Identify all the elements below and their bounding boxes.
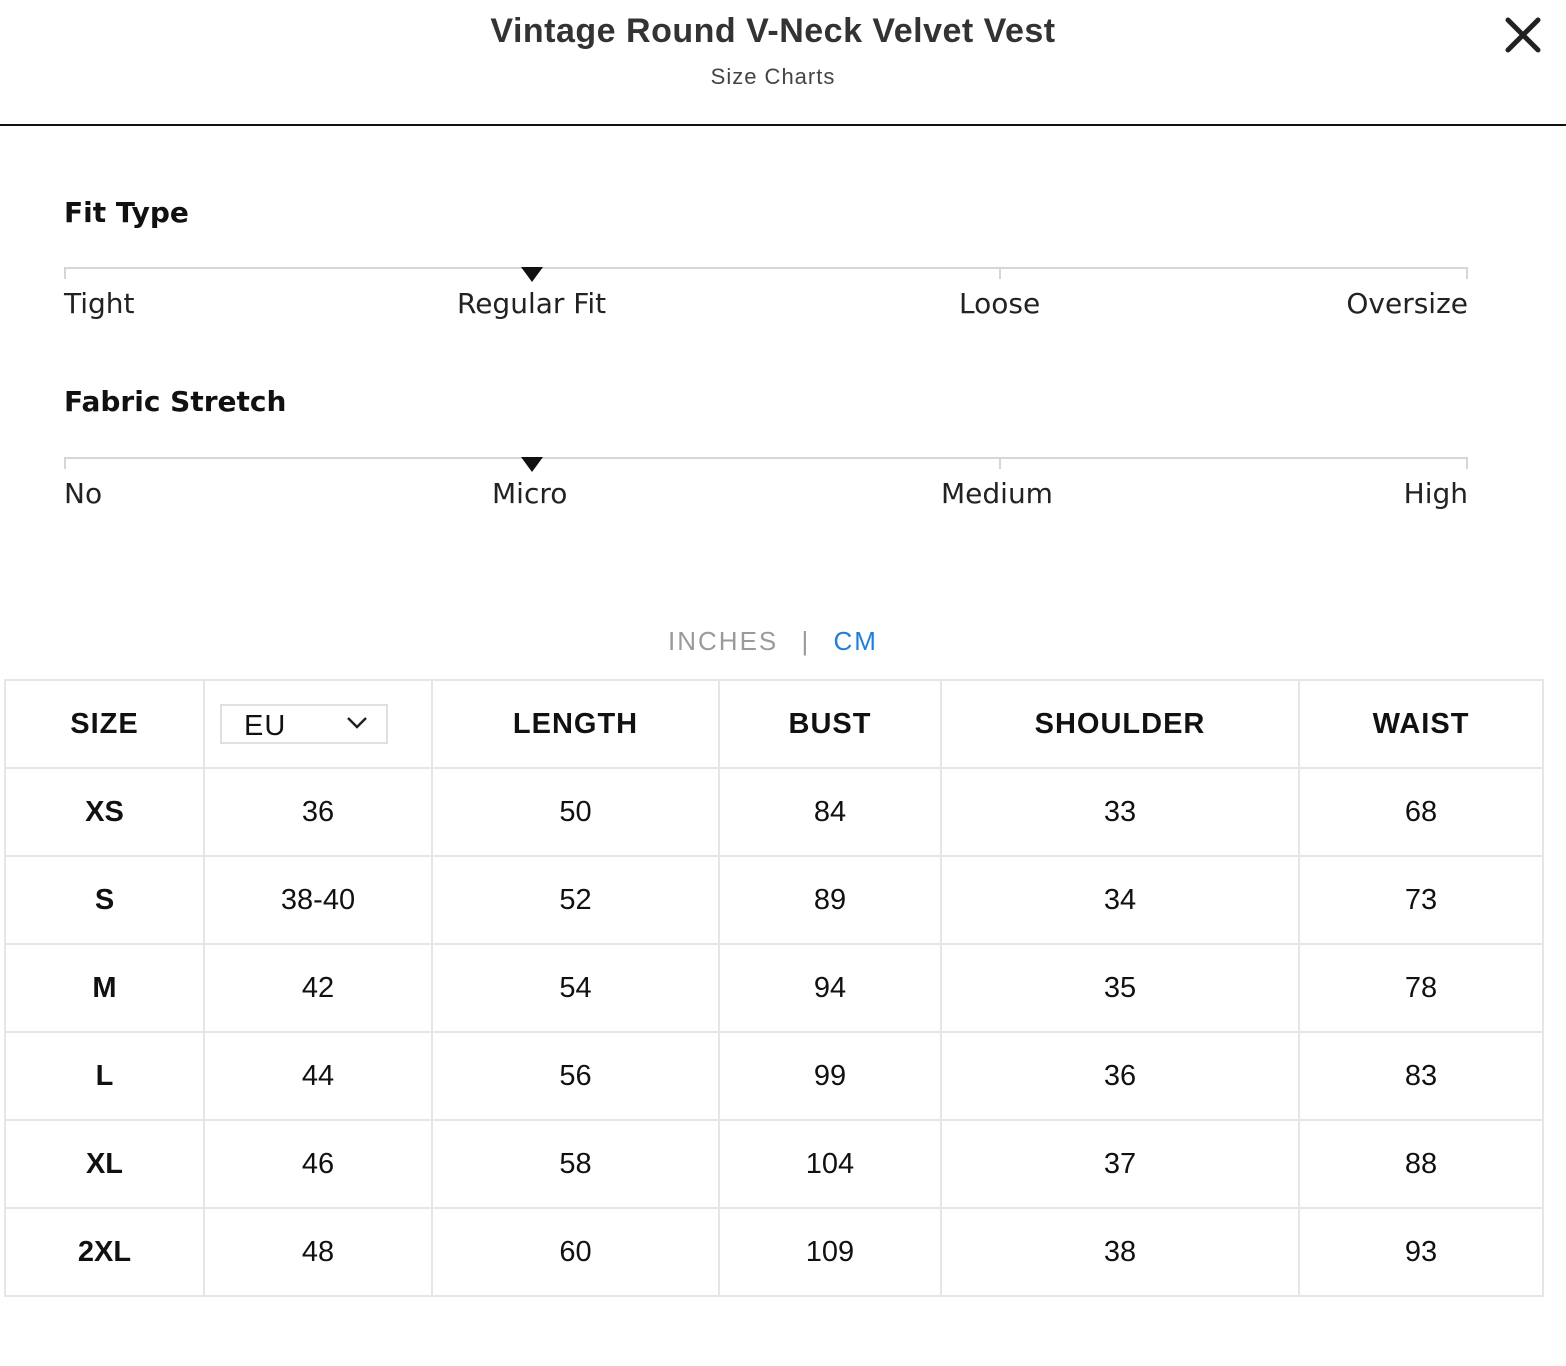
- scale-tick: [999, 457, 1001, 469]
- fit-option-tight: Tight: [64, 287, 135, 320]
- cell-waist: 88: [1299, 1120, 1543, 1208]
- fit-type-scale: [64, 267, 1468, 327]
- size-table: [4, 679, 1544, 1297]
- fit-option-regular: Regular Fit: [457, 287, 607, 320]
- scale-tick: [1466, 457, 1468, 469]
- table-row: [5, 768, 1543, 856]
- cell-waist: 93: [1299, 1208, 1543, 1296]
- chevron-down-icon: [346, 715, 368, 731]
- header-length: LENGTH: [432, 680, 719, 768]
- region-select[interactable]: [220, 704, 388, 744]
- scale-tick: [64, 267, 66, 279]
- cell-size: 2XL: [5, 1208, 204, 1296]
- cell-waist: 83: [1299, 1032, 1543, 1120]
- fit-option-loose: Loose: [959, 287, 1041, 320]
- cell-region: 46: [204, 1120, 432, 1208]
- cell-bust: 109: [719, 1208, 941, 1296]
- cell-length: 58: [432, 1120, 719, 1208]
- cell-length: 52: [432, 856, 719, 944]
- cell-length: 56: [432, 1032, 719, 1120]
- modal-header: [0, 0, 1566, 126]
- table-row: [5, 944, 1543, 1032]
- unit-inches-button[interactable]: INCHES: [668, 626, 779, 656]
- fit-option-oversize: Oversize: [1346, 287, 1468, 320]
- cell-shoulder: 36: [941, 1032, 1299, 1120]
- cell-waist: 78: [1299, 944, 1543, 1032]
- stretch-option-high: High: [1403, 477, 1468, 510]
- header-size: SIZE: [5, 680, 204, 768]
- cell-bust: 94: [719, 944, 941, 1032]
- scale-tick: [999, 267, 1001, 279]
- cell-region: 38-40: [204, 856, 432, 944]
- cell-bust: 99: [719, 1032, 941, 1120]
- close-icon: [1500, 12, 1546, 58]
- cell-size: S: [5, 856, 204, 944]
- cell-region: 42: [204, 944, 432, 1032]
- cell-waist: 68: [1299, 768, 1543, 856]
- cell-length: 54: [432, 944, 719, 1032]
- cell-bust: 89: [719, 856, 941, 944]
- unit-cm-button[interactable]: CM: [833, 626, 878, 656]
- region-select-value: EU: [244, 710, 287, 742]
- modal-subtitle: Size Charts: [710, 64, 836, 89]
- fit-type-track: [64, 267, 1468, 269]
- table-row: [5, 856, 1543, 944]
- fit-type-marker-icon: [521, 267, 543, 282]
- cell-region: 44: [204, 1032, 432, 1120]
- cell-waist: 73: [1299, 856, 1543, 944]
- fabric-stretch-track: [64, 457, 1468, 459]
- scale-tick: [64, 457, 66, 469]
- fabric-stretch-title: Fabric Stretch: [64, 385, 287, 418]
- cell-size: XS: [5, 768, 204, 856]
- cell-size: L: [5, 1032, 204, 1120]
- header-waist: WAIST: [1299, 680, 1543, 768]
- cell-bust: 84: [719, 768, 941, 856]
- stretch-option-no: No: [64, 477, 103, 510]
- fabric-stretch-scale: [64, 457, 1468, 517]
- table-row: [5, 1032, 1543, 1120]
- close-button[interactable]: [1500, 12, 1546, 58]
- stretch-option-micro: Micro: [492, 477, 568, 510]
- cell-shoulder: 33: [941, 768, 1299, 856]
- header-region: [204, 680, 432, 768]
- header-bust: BUST: [719, 680, 941, 768]
- cell-shoulder: 34: [941, 856, 1299, 944]
- cell-shoulder: 38: [941, 1208, 1299, 1296]
- cell-size: XL: [5, 1120, 204, 1208]
- table-row: [5, 1120, 1543, 1208]
- product-title: Vintage Round V-Neck Velvet Vest: [490, 12, 1056, 50]
- scale-tick: [1466, 267, 1468, 279]
- cell-region: 36: [204, 768, 432, 856]
- cell-bust: 104: [719, 1120, 941, 1208]
- fabric-stretch-marker-icon: [521, 457, 543, 472]
- cell-size: M: [5, 944, 204, 1032]
- stretch-option-medium: Medium: [941, 477, 1053, 510]
- cell-region: 48: [204, 1208, 432, 1296]
- table-row: [5, 1208, 1543, 1296]
- cell-shoulder: 35: [941, 944, 1299, 1032]
- header-shoulder: SHOULDER: [941, 680, 1299, 768]
- cell-length: 60: [432, 1208, 719, 1296]
- cell-length: 50: [432, 768, 719, 856]
- table-header-row: [5, 680, 1543, 768]
- unit-separator: |: [801, 626, 811, 656]
- fit-type-title: Fit Type: [64, 196, 189, 229]
- cell-shoulder: 37: [941, 1120, 1299, 1208]
- unit-toggle: [0, 626, 1546, 657]
